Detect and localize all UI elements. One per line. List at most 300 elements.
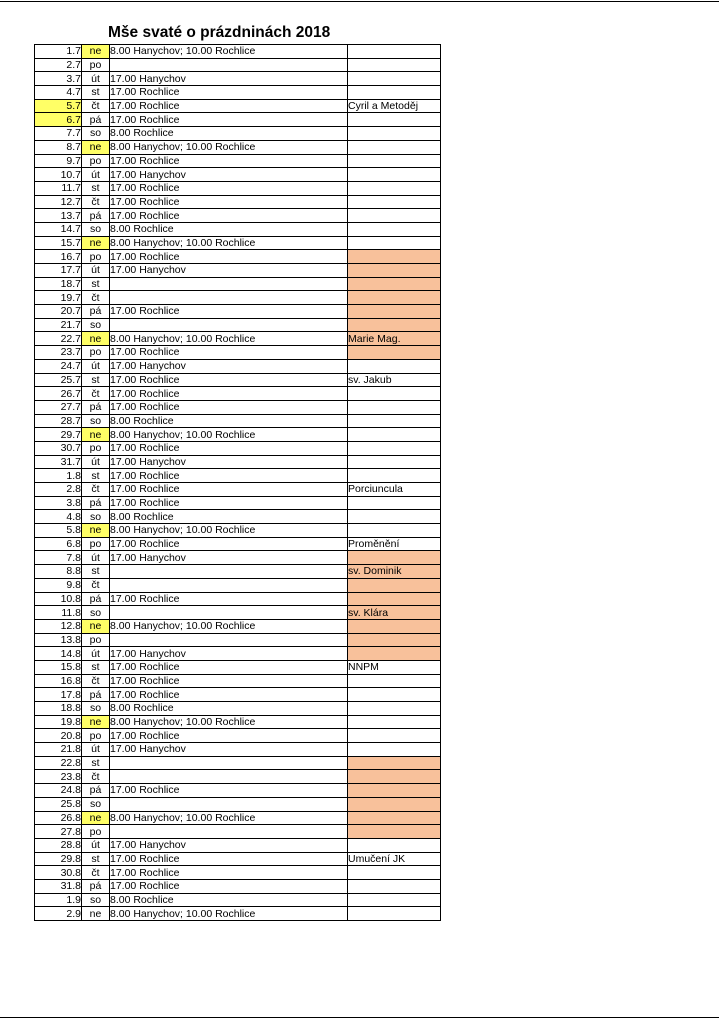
mass-times-cell: 17.00 Rochlice (110, 879, 348, 893)
weekday-cell: st (82, 469, 110, 483)
mass-times-cell: 17.00 Rochlice (110, 373, 348, 387)
mass-times-cell: 8.00 Hanychov; 10.00 Rochlice (110, 332, 348, 346)
schedule-rows (35, 45, 441, 921)
note-cell (348, 496, 441, 510)
weekday-cell: so (82, 318, 110, 332)
weekday-cell: so (82, 510, 110, 524)
weekday-cell: ne (82, 332, 110, 346)
note-cell (348, 414, 441, 428)
table-row (35, 907, 441, 921)
table-row (35, 127, 441, 141)
note-cell (348, 633, 441, 647)
note-cell: Proměnění (348, 537, 441, 551)
table-row (35, 770, 441, 784)
date-cell: 17.7 (35, 264, 82, 278)
mass-times-cell: 17.00 Rochlice (110, 113, 348, 127)
weekday-cell: po (82, 154, 110, 168)
mass-times-cell (110, 606, 348, 620)
mass-times-cell: 8.00 Rochlice (110, 893, 348, 907)
note-cell (348, 825, 441, 839)
weekday-cell: ne (82, 428, 110, 442)
mass-times-cell: 17.00 Rochlice (110, 496, 348, 510)
weekday-cell: po (82, 537, 110, 551)
weekday-cell: čt (82, 195, 110, 209)
note-cell (348, 181, 441, 195)
note-cell (348, 510, 441, 524)
note-cell (348, 893, 441, 907)
mass-times-cell: 17.00 Rochlice (110, 688, 348, 702)
note-cell (348, 811, 441, 825)
date-cell: 1.7 (35, 45, 82, 59)
note-cell (348, 674, 441, 688)
table-row (35, 332, 441, 346)
date-cell: 16.8 (35, 674, 82, 688)
weekday-cell: po (82, 825, 110, 839)
note-cell (348, 743, 441, 757)
note-cell (348, 578, 441, 592)
note-cell (348, 127, 441, 141)
note-cell (348, 168, 441, 182)
weekday-cell: so (82, 702, 110, 716)
note-cell (348, 838, 441, 852)
mass-times-cell: 8.00 Rochlice (110, 702, 348, 716)
date-cell: 29.7 (35, 428, 82, 442)
date-cell: 10.8 (35, 592, 82, 606)
page-top-border (0, 1, 719, 2)
date-cell: 12.7 (35, 195, 82, 209)
note-cell (348, 318, 441, 332)
mass-times-cell: 17.00 Rochlice (110, 592, 348, 606)
table-row (35, 168, 441, 182)
weekday-cell: út (82, 168, 110, 182)
date-cell: 18.8 (35, 702, 82, 716)
mass-times-cell: 17.00 Rochlice (110, 346, 348, 360)
date-cell: 31.8 (35, 879, 82, 893)
mass-times-cell (110, 633, 348, 647)
table-row (35, 209, 441, 223)
mass-times-cell: 17.00 Rochlice (110, 250, 348, 264)
note-cell (348, 524, 441, 538)
table-row (35, 58, 441, 72)
mass-times-cell: 8.00 Hanychov; 10.00 Rochlice (110, 45, 348, 59)
note-cell: sv. Klára (348, 606, 441, 620)
table-row (35, 879, 441, 893)
table-row (35, 647, 441, 661)
weekday-cell: čt (82, 291, 110, 305)
table-row (35, 852, 441, 866)
weekday-cell: po (82, 346, 110, 360)
mass-times-cell: 8.00 Hanychov; 10.00 Rochlice (110, 715, 348, 729)
mass-times-cell: 8.00 Hanychov; 10.00 Rochlice (110, 619, 348, 633)
date-cell: 27.7 (35, 400, 82, 414)
weekday-cell: pá (82, 209, 110, 223)
note-cell (348, 770, 441, 784)
note-cell (348, 72, 441, 86)
date-cell: 28.8 (35, 838, 82, 852)
date-cell: 23.7 (35, 346, 82, 360)
mass-times-cell: 17.00 Rochlice (110, 305, 348, 319)
weekday-cell: ne (82, 811, 110, 825)
date-cell: 13.8 (35, 633, 82, 647)
weekday-cell: út (82, 743, 110, 757)
note-cell (348, 428, 441, 442)
table-row (35, 838, 441, 852)
mass-times-cell: 17.00 Rochlice (110, 441, 348, 455)
table-row (35, 264, 441, 278)
weekday-cell: čt (82, 674, 110, 688)
table-row (35, 866, 441, 880)
weekday-cell: st (82, 277, 110, 291)
mass-times-cell: 17.00 Hanychov (110, 551, 348, 565)
table-row (35, 688, 441, 702)
note-cell (348, 154, 441, 168)
table-row (35, 72, 441, 86)
mass-times-cell: 8.00 Hanychov; 10.00 Rochlice (110, 907, 348, 921)
note-cell (348, 647, 441, 661)
mass-times-cell: 8.00 Rochlice (110, 222, 348, 236)
note-cell (348, 907, 441, 921)
table-row (35, 510, 441, 524)
date-cell: 2.8 (35, 483, 82, 497)
mass-times-cell: 17.00 Rochlice (110, 400, 348, 414)
table-row (35, 154, 441, 168)
note-cell: Porciuncula (348, 483, 441, 497)
page-bottom-border (0, 1017, 719, 1018)
date-cell: 21.7 (35, 318, 82, 332)
table-row (35, 277, 441, 291)
note-cell (348, 619, 441, 633)
weekday-cell: ne (82, 236, 110, 250)
table-row (35, 113, 441, 127)
note-cell (348, 86, 441, 100)
mass-times-cell: 17.00 Rochlice (110, 537, 348, 551)
mass-times-cell: 17.00 Hanychov (110, 455, 348, 469)
note-cell (348, 688, 441, 702)
date-cell: 1.9 (35, 893, 82, 907)
mass-times-cell: 17.00 Rochlice (110, 387, 348, 401)
weekday-cell: pá (82, 879, 110, 893)
table-row (35, 483, 441, 497)
table-row (35, 181, 441, 195)
date-cell: 17.8 (35, 688, 82, 702)
mass-times-cell (110, 770, 348, 784)
date-cell: 5.7 (35, 99, 82, 113)
mass-times-cell: 8.00 Hanychov; 10.00 Rochlice (110, 524, 348, 538)
mass-times-cell: 8.00 Hanychov; 10.00 Rochlice (110, 236, 348, 250)
date-cell: 15.7 (35, 236, 82, 250)
note-cell: Cyril a Metoděj (348, 99, 441, 113)
table-row (35, 455, 441, 469)
weekday-cell: st (82, 565, 110, 579)
note-cell (348, 729, 441, 743)
weekday-cell: pá (82, 496, 110, 510)
note-cell (348, 264, 441, 278)
weekday-cell: ne (82, 524, 110, 538)
date-cell: 11.8 (35, 606, 82, 620)
table-row (35, 756, 441, 770)
date-cell: 18.7 (35, 277, 82, 291)
table-row (35, 469, 441, 483)
mass-times-cell: 17.00 Rochlice (110, 729, 348, 743)
weekday-cell: pá (82, 305, 110, 319)
weekday-cell: ne (82, 45, 110, 59)
date-cell: 5.8 (35, 524, 82, 538)
table-row (35, 428, 441, 442)
date-cell: 14.7 (35, 222, 82, 236)
date-cell: 25.7 (35, 373, 82, 387)
date-cell: 16.7 (35, 250, 82, 264)
table-row (35, 496, 441, 510)
weekday-cell: čt (82, 99, 110, 113)
weekday-cell: po (82, 441, 110, 455)
mass-times-cell: 17.00 Rochlice (110, 866, 348, 880)
weekday-cell: pá (82, 784, 110, 798)
weekday-cell: út (82, 647, 110, 661)
note-cell (348, 236, 441, 250)
mass-times-cell: 17.00 Rochlice (110, 483, 348, 497)
note-cell (348, 305, 441, 319)
date-cell: 21.8 (35, 743, 82, 757)
table-row (35, 195, 441, 209)
mass-times-cell: 8.00 Hanychov; 10.00 Rochlice (110, 811, 348, 825)
date-cell: 25.8 (35, 797, 82, 811)
table-row (35, 811, 441, 825)
weekday-cell: po (82, 58, 110, 72)
table-row (35, 551, 441, 565)
weekday-cell: pá (82, 400, 110, 414)
date-cell: 4.8 (35, 510, 82, 524)
mass-times-cell: 17.00 Rochlice (110, 660, 348, 674)
mass-times-cell: 8.00 Hanychov; 10.00 Rochlice (110, 428, 348, 442)
note-cell (348, 58, 441, 72)
mass-times-cell: 17.00 Hanychov (110, 264, 348, 278)
date-cell: 30.7 (35, 441, 82, 455)
weekday-cell: so (82, 606, 110, 620)
date-cell: 13.7 (35, 209, 82, 223)
weekday-cell: ne (82, 619, 110, 633)
mass-times-cell: 8.00 Rochlice (110, 510, 348, 524)
weekday-cell: čt (82, 866, 110, 880)
note-cell: sv. Dominik (348, 565, 441, 579)
table-row (35, 537, 441, 551)
weekday-cell: čt (82, 578, 110, 592)
table-row (35, 578, 441, 592)
table-row (35, 318, 441, 332)
date-cell: 7.7 (35, 127, 82, 141)
date-cell: 11.7 (35, 181, 82, 195)
weekday-cell: ne (82, 907, 110, 921)
weekday-cell: ne (82, 140, 110, 154)
date-cell: 6.8 (35, 537, 82, 551)
weekday-cell: út (82, 838, 110, 852)
weekday-cell: út (82, 551, 110, 565)
table-row (35, 373, 441, 387)
note-cell: NNPM (348, 660, 441, 674)
mass-times-cell (110, 291, 348, 305)
note-cell (348, 441, 441, 455)
date-cell: 12.8 (35, 619, 82, 633)
date-cell: 6.7 (35, 113, 82, 127)
mass-times-cell: 17.00 Hanychov (110, 647, 348, 661)
table-row (35, 236, 441, 250)
table-row (35, 346, 441, 360)
table-row (35, 250, 441, 264)
note-cell (348, 140, 441, 154)
date-cell: 28.7 (35, 414, 82, 428)
mass-times-cell: 17.00 Hanychov (110, 743, 348, 757)
note-cell (348, 784, 441, 798)
mass-times-cell (110, 797, 348, 811)
table-row (35, 633, 441, 647)
date-cell: 26.7 (35, 387, 82, 401)
mass-times-cell: 8.00 Rochlice (110, 127, 348, 141)
table-row (35, 702, 441, 716)
note-cell (348, 469, 441, 483)
weekday-cell: út (82, 264, 110, 278)
note-cell (348, 209, 441, 223)
date-cell: 22.7 (35, 332, 82, 346)
note-cell (348, 866, 441, 880)
date-cell: 19.7 (35, 291, 82, 305)
weekday-cell: pá (82, 688, 110, 702)
table-row (35, 825, 441, 839)
mass-times-cell (110, 565, 348, 579)
mass-times-cell (110, 756, 348, 770)
note-cell (348, 797, 441, 811)
table-row (35, 729, 441, 743)
date-cell: 19.8 (35, 715, 82, 729)
mass-times-cell (110, 825, 348, 839)
date-cell: 24.7 (35, 359, 82, 373)
table-row (35, 359, 441, 373)
date-cell: 24.8 (35, 784, 82, 798)
mass-times-cell: 17.00 Rochlice (110, 674, 348, 688)
note-cell: Umučení JK (348, 852, 441, 866)
weekday-cell: st (82, 181, 110, 195)
note-cell (348, 291, 441, 305)
mass-times-cell: 8.00 Rochlice (110, 414, 348, 428)
date-cell: 20.7 (35, 305, 82, 319)
note-cell (348, 250, 441, 264)
mass-times-cell: 8.00 Hanychov; 10.00 Rochlice (110, 140, 348, 154)
date-cell: 9.8 (35, 578, 82, 592)
weekday-cell: čt (82, 483, 110, 497)
weekday-cell: út (82, 72, 110, 86)
table-row (35, 660, 441, 674)
table-row (35, 99, 441, 113)
table-row (35, 565, 441, 579)
table-row (35, 400, 441, 414)
table-row (35, 674, 441, 688)
date-cell: 31.7 (35, 455, 82, 469)
schedule-table (34, 44, 441, 921)
weekday-cell: so (82, 222, 110, 236)
note-cell (348, 551, 441, 565)
date-cell: 1.8 (35, 469, 82, 483)
weekday-cell: po (82, 729, 110, 743)
table-row (35, 45, 441, 59)
table-row (35, 441, 441, 455)
table-row (35, 797, 441, 811)
note-cell (348, 359, 441, 373)
note-cell (348, 387, 441, 401)
note-cell (348, 715, 441, 729)
weekday-cell: po (82, 250, 110, 264)
mass-times-cell: 17.00 Hanychov (110, 72, 348, 86)
table-row (35, 86, 441, 100)
date-cell: 2.9 (35, 907, 82, 921)
table-row (35, 305, 441, 319)
date-cell: 27.8 (35, 825, 82, 839)
mass-times-cell (110, 318, 348, 332)
date-cell: 4.7 (35, 86, 82, 100)
weekday-cell: pá (82, 113, 110, 127)
note-cell: Marie Mag. (348, 332, 441, 346)
table-row (35, 592, 441, 606)
weekday-cell: st (82, 660, 110, 674)
mass-times-cell: 17.00 Hanychov (110, 359, 348, 373)
table-row (35, 606, 441, 620)
mass-times-cell: 17.00 Rochlice (110, 852, 348, 866)
note-cell (348, 756, 441, 770)
weekday-cell: po (82, 633, 110, 647)
date-cell: 26.8 (35, 811, 82, 825)
note-cell (348, 702, 441, 716)
note-cell (348, 113, 441, 127)
weekday-cell: čt (82, 387, 110, 401)
mass-times-cell: 17.00 Rochlice (110, 784, 348, 798)
date-cell: 22.8 (35, 756, 82, 770)
note-cell: sv. Jakub (348, 373, 441, 387)
note-cell (348, 400, 441, 414)
mass-times-cell: 17.00 Hanychov (110, 168, 348, 182)
table-row (35, 619, 441, 633)
table-row (35, 291, 441, 305)
weekday-cell: st (82, 852, 110, 866)
table-row (35, 893, 441, 907)
date-cell: 23.8 (35, 770, 82, 784)
date-cell: 10.7 (35, 168, 82, 182)
note-cell (348, 592, 441, 606)
weekday-cell: út (82, 359, 110, 373)
mass-times-cell (110, 578, 348, 592)
date-cell: 8.7 (35, 140, 82, 154)
note-cell (348, 455, 441, 469)
mass-times-cell: 17.00 Rochlice (110, 195, 348, 209)
mass-times-cell: 17.00 Rochlice (110, 181, 348, 195)
table-row (35, 387, 441, 401)
weekday-cell: st (82, 86, 110, 100)
date-cell: 30.8 (35, 866, 82, 880)
mass-times-cell (110, 58, 348, 72)
weekday-cell: so (82, 797, 110, 811)
weekday-cell: so (82, 127, 110, 141)
note-cell (348, 879, 441, 893)
table-row (35, 222, 441, 236)
table-row (35, 784, 441, 798)
weekday-cell: st (82, 373, 110, 387)
date-cell: 3.7 (35, 72, 82, 86)
date-cell: 2.7 (35, 58, 82, 72)
note-cell (348, 277, 441, 291)
mass-times-cell: 17.00 Rochlice (110, 469, 348, 483)
table-row (35, 524, 441, 538)
note-cell (348, 45, 441, 59)
weekday-cell: so (82, 414, 110, 428)
mass-times-cell: 17.00 Rochlice (110, 154, 348, 168)
mass-times-cell: 17.00 Rochlice (110, 99, 348, 113)
date-cell: 14.8 (35, 647, 82, 661)
